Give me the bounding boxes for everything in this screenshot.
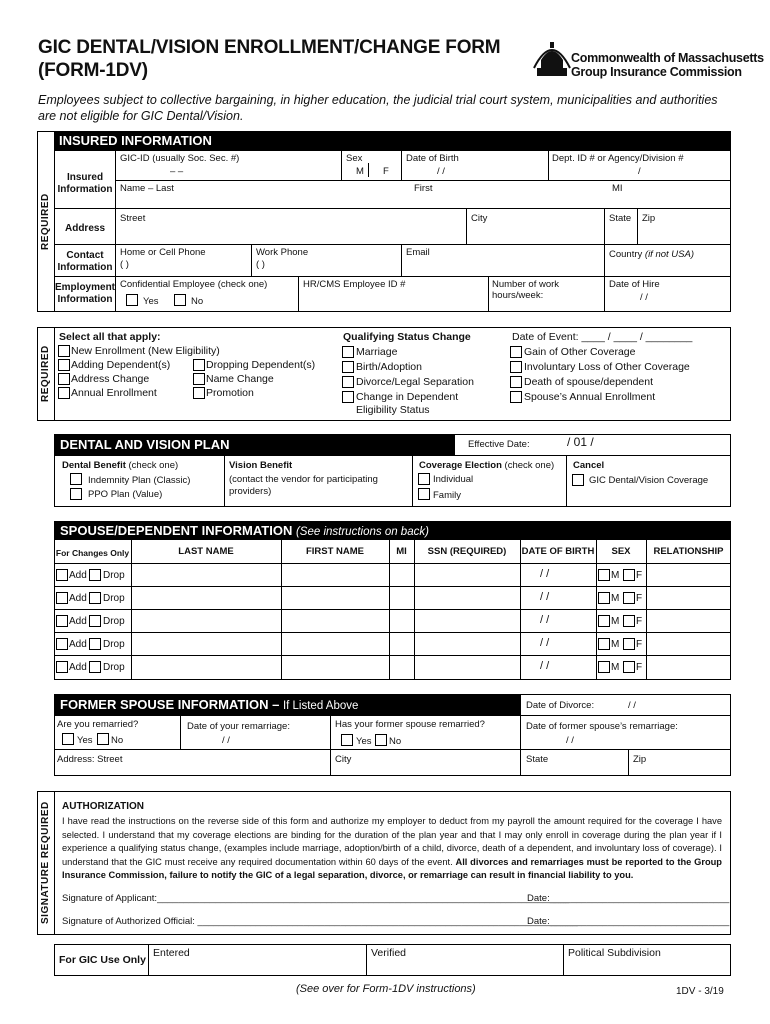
- add-label: Add: [69, 570, 87, 581]
- family-checkbox[interactable]: [418, 488, 430, 500]
- event-date-field[interactable]: Date of Event: ____ / ____ / ________: [512, 331, 693, 343]
- dependent-dob-field[interactable]: / /: [540, 568, 550, 580]
- former-yes-checkbox[interactable]: [341, 734, 353, 746]
- city-label: City: [471, 213, 488, 224]
- remarried-no-label: No: [111, 735, 124, 746]
- ppo-label: PPO Plan (Value): [88, 489, 163, 500]
- drop-checkbox[interactable]: [89, 661, 101, 673]
- promotion-label: Promotion: [206, 387, 254, 399]
- state-label: State: [609, 213, 632, 224]
- add-label: Add: [69, 616, 87, 627]
- sex-f-label: F: [636, 570, 643, 581]
- divorce-checkbox[interactable]: [342, 376, 354, 388]
- sex-m-checkbox[interactable]: [598, 592, 610, 604]
- work-phone-field[interactable]: ( ): [256, 259, 265, 270]
- sex-f-checkbox[interactable]: [623, 592, 635, 604]
- dependents-bar: SPOUSE/DEPENDENT INFORMATION (See instructions on back): [54, 522, 731, 540]
- col-changes-only: For Changes Only: [55, 548, 130, 558]
- sex-m[interactable]: M: [356, 166, 364, 177]
- add-label: Add: [69, 662, 87, 673]
- annual-enrollment-label: Annual Enrollment: [71, 387, 157, 399]
- hire-date-field[interactable]: / /: [640, 292, 648, 303]
- birth-adoption-checkbox[interactable]: [342, 361, 354, 373]
- address-change-label: Address Change: [71, 373, 150, 385]
- cancel-coverage-checkbox[interactable]: [572, 474, 584, 486]
- dependent-eligibility-label: Change in Dependent: [356, 391, 459, 403]
- add-label: Add: [69, 639, 87, 650]
- row-label-contact: Contact Information: [57, 250, 113, 273]
- drop-checkbox[interactable]: [89, 638, 101, 650]
- divorce-label: Divorce/Legal Separation: [356, 376, 474, 388]
- add-checkbox[interactable]: [56, 638, 68, 650]
- sex-f-checkbox[interactable]: [623, 569, 635, 581]
- former-yes-label: Yes: [356, 736, 372, 747]
- marriage-checkbox[interactable]: [342, 346, 354, 358]
- add-checkbox[interactable]: [56, 661, 68, 673]
- first-name-label: First: [414, 183, 433, 194]
- street-label: Street: [120, 213, 146, 224]
- country-label: Country (if not USA): [609, 249, 695, 260]
- last-name-label: Name – Last: [120, 183, 174, 194]
- entered-label: Entered: [153, 947, 190, 959]
- former-zip-label: Zip: [633, 754, 647, 765]
- cancel-heading: Cancel: [573, 460, 605, 471]
- dental-heading: Dental Benefit (check one): [62, 460, 179, 471]
- dropping-dependents-checkbox[interactable]: [193, 359, 205, 371]
- email-label: Email: [406, 247, 430, 258]
- remarried-label: Are you remarried?: [57, 719, 139, 730]
- former-remarriage-date-field[interactable]: / /: [566, 735, 574, 746]
- sex-label: Sex: [346, 153, 363, 164]
- drop-label: Drop: [103, 639, 125, 650]
- dependent-dob-field[interactable]: / /: [540, 637, 550, 649]
- sex-f-label: F: [636, 639, 643, 650]
- official-date-line[interactable]: Date:__________________________________: [527, 916, 730, 927]
- row-label-address: Address: [64, 223, 105, 234]
- hire-date-label: Date of Hire: [609, 279, 660, 290]
- divorce-date-field[interactable]: / /: [628, 700, 636, 711]
- col-relationship: RELATIONSHIP: [653, 546, 724, 557]
- footer-note: (See over for Form-1DV instructions): [296, 983, 476, 995]
- applicant-date-line[interactable]: Date:__________________________________: [527, 893, 730, 904]
- state-house-logo-icon: [533, 38, 571, 78]
- home-phone-label: Home or Cell Phone: [120, 247, 206, 258]
- former-address-label: Address: Street: [57, 754, 123, 765]
- sex-m-label: M: [611, 662, 620, 673]
- individual-checkbox[interactable]: [418, 473, 430, 485]
- drop-label: Drop: [103, 616, 125, 627]
- form-title: GIC DENTAL/VISION ENROLLMENT/CHANGE FORM (FORM-1DV): [38, 37, 501, 81]
- hr-id-label: HR/CMS Employee ID #: [303, 279, 406, 290]
- org-name: Commonwealth of Massachusetts Group Insurance Commission: [571, 51, 764, 79]
- col-ssn: SSN (REQUIRED): [427, 546, 507, 557]
- official-signature-line[interactable]: Signature of Authorized Official: ________________________________________________________________________: [62, 916, 578, 927]
- former-no-checkbox[interactable]: [375, 734, 387, 746]
- form-code: 1DV - 3/19: [676, 986, 724, 997]
- sex-m-checkbox[interactable]: [598, 638, 610, 650]
- eligibility-note: Employees subject to collective bargaining, in higher education, the judicial trial court system, municipalities and authorities are not eligible for GIC Dental/Vision.: [38, 93, 718, 123]
- sex-f-checkbox[interactable]: [623, 661, 635, 673]
- remarried-no-checkbox[interactable]: [97, 733, 109, 745]
- dept-label: Dept. ID # or Agency/Division #: [552, 153, 684, 164]
- qsc-heading: Qualifying Status Change: [343, 331, 471, 343]
- gain-coverage-checkbox[interactable]: [510, 346, 522, 358]
- cancel-coverage-label: GIC Dental/Vision Coverage: [589, 475, 709, 486]
- col-sex: SEX: [611, 546, 631, 557]
- spouse-annual-checkbox[interactable]: [510, 391, 522, 403]
- spouse-annual-label: Spouse’s Annual Enrollment: [524, 391, 656, 403]
- dependent-dob-field[interactable]: / /: [540, 614, 550, 626]
- gic-id-label: GIC-ID (usually Soc. Sec. #): [120, 153, 240, 164]
- dependent-eligibility-label-cont: Eligibility Status: [356, 404, 430, 416]
- row-label-employment: Employment Information: [55, 282, 116, 305]
- plan-bar: DENTAL AND VISION PLAN: [54, 435, 454, 455]
- loss-coverage-checkbox[interactable]: [510, 361, 522, 373]
- divorce-date-label: Date of Divorce:: [526, 700, 595, 711]
- sex-m-checkbox[interactable]: [598, 569, 610, 581]
- select-heading: Select all that apply:: [59, 331, 161, 343]
- drop-checkbox[interactable]: [89, 592, 101, 604]
- sex-m-label: M: [611, 616, 620, 627]
- vision-note: (contact the vendor for participating providers): [229, 474, 378, 497]
- sex-f-label: F: [636, 662, 643, 673]
- indemnity-label: Indemnity Plan (Classic): [88, 475, 191, 486]
- former-city-label: City: [335, 754, 352, 765]
- authorization-heading: AUTHORIZATION: [62, 801, 145, 812]
- col-dob: DATE OF BIRTH: [521, 546, 595, 557]
- dept-field[interactable]: /: [638, 166, 641, 177]
- former-spouse-bar: FORMER SPOUSE INFORMATION – If Listed Above: [54, 695, 520, 715]
- add-label: Add: [69, 593, 87, 604]
- remarriage-date-field[interactable]: / /: [222, 735, 230, 746]
- sex-f-label: F: [636, 593, 643, 604]
- confidential-label: Confidential Employee (check one): [120, 279, 268, 290]
- new-enrollment-checkbox[interactable]: [58, 345, 70, 357]
- address-change-checkbox[interactable]: [58, 373, 70, 385]
- ppo-checkbox[interactable]: [70, 488, 82, 500]
- home-phone-field[interactable]: ( ): [120, 259, 129, 270]
- work-phone-label: Work Phone: [256, 247, 309, 258]
- sex-f[interactable]: F: [383, 166, 389, 177]
- birth-adoption-label: Birth/Adoption: [356, 361, 422, 373]
- insured-bar: INSURED INFORMATION: [54, 132, 731, 151]
- former-remarriage-date-label: Date of former spouse’s remarriage:: [526, 721, 678, 732]
- death-label: Death of spouse/dependent: [524, 376, 654, 388]
- promotion-checkbox[interactable]: [193, 387, 205, 399]
- sex-m-checkbox[interactable]: [598, 615, 610, 627]
- new-enrollment-label: New Enrollment (New Eligibility): [71, 345, 220, 357]
- remarried-yes-checkbox[interactable]: [62, 733, 74, 745]
- effective-date-label: Effective Date:: [468, 439, 530, 450]
- sex-f-label: F: [636, 616, 643, 627]
- remarriage-date-label: Date of your remarriage:: [187, 721, 290, 732]
- dob-field[interactable]: / /: [437, 166, 445, 177]
- dob-label: Date of Birth: [406, 153, 459, 164]
- sex-m-checkbox[interactable]: [598, 661, 610, 673]
- drop-label: Drop: [103, 593, 125, 604]
- sex-f-checkbox[interactable]: [623, 615, 635, 627]
- col-last-name: LAST NAME: [178, 546, 234, 557]
- sex-m-label: M: [611, 639, 620, 650]
- add-checkbox[interactable]: [56, 569, 68, 581]
- coverage-heading: Coverage Election (check one): [419, 460, 555, 471]
- required-label: REQUIRED: [40, 193, 51, 250]
- col-mi: MI: [396, 546, 407, 557]
- dependent-dob-field[interactable]: / /: [540, 591, 550, 603]
- signature-required-label: SIGNATURE REQUIRED: [40, 801, 51, 925]
- loss-coverage-label: Involuntary Loss of Other Coverage: [524, 361, 690, 373]
- indemnity-checkbox[interactable]: [70, 473, 82, 485]
- sex-m-label: M: [611, 570, 620, 581]
- required-label-2: REQUIRED: [40, 345, 51, 403]
- dependent-eligibility-checkbox[interactable]: [342, 391, 354, 403]
- confidential-yes-label: Yes: [143, 296, 159, 307]
- annual-enrollment-checkbox[interactable]: [58, 387, 70, 399]
- applicant-signature-line[interactable]: Signature of Applicant:______________________________________________________________________________: [62, 893, 570, 904]
- gic-id-field[interactable]: – –: [170, 166, 184, 177]
- work-hours-label: Number of work hours/week:: [492, 279, 560, 301]
- drop-label: Drop: [103, 570, 125, 581]
- effective-date-field[interactable]: / 01 /: [567, 435, 594, 449]
- sex-f-checkbox[interactable]: [623, 638, 635, 650]
- verified-label: Verified: [371, 947, 407, 959]
- drop-label: Drop: [103, 662, 125, 673]
- confidential-yes-checkbox[interactable]: [126, 294, 138, 306]
- confidential-no-checkbox[interactable]: [174, 294, 186, 306]
- adding-dependents-checkbox[interactable]: [58, 359, 70, 371]
- former-state-label: State: [526, 754, 549, 765]
- marriage-label: Marriage: [356, 346, 398, 358]
- name-change-label: Name Change: [206, 373, 274, 385]
- authorization-text: I have read the instructions on the reverse side of this form and authorize my employer to deduct from my payroll the amount required for the coverage I have selected. I understand that my coverage elections are binding for the duration of the plan year and that I may only enroll in coverage during the plan year if I experience a qualifying status change, (examples include marriage, adoption/birth of a child, divorce, death of a dependent, and involuntary loss of coverage). I understand that the GIC must receive any required documentation within 60 days of the event. All divorces and remarriages must be reported to the Group Insurance Commission, failure to notify the GIC of a legal separation, divorce, or remarriage can result in financial liability to you.: [62, 816, 722, 880]
- mi-label: MI: [612, 183, 623, 194]
- sex-m-label: M: [611, 593, 620, 604]
- political-subdivision-label: Political Subdivision: [568, 947, 661, 959]
- col-first-name: FIRST NAME: [305, 546, 365, 557]
- add-checkbox[interactable]: [56, 592, 68, 604]
- drop-checkbox[interactable]: [89, 615, 101, 627]
- dependent-dob-field[interactable]: / /: [540, 660, 550, 672]
- dropping-dependents-label: Dropping Dependent(s): [206, 359, 316, 371]
- gic-use-label: For GIC Use Only: [59, 954, 146, 966]
- former-no-label: No: [389, 736, 402, 747]
- former-remarried-label: Has your former spouse remarried?: [335, 719, 485, 730]
- add-checkbox[interactable]: [56, 615, 68, 627]
- individual-label: Individual: [433, 474, 474, 485]
- gain-coverage-label: Gain of Other Coverage: [524, 346, 636, 358]
- adding-dependents-label: Adding Dependent(s): [71, 359, 171, 371]
- remarried-yes-label: Yes: [77, 735, 93, 746]
- zip-label: Zip: [642, 213, 656, 224]
- death-checkbox[interactable]: [510, 376, 522, 388]
- name-change-checkbox[interactable]: [193, 373, 205, 385]
- vision-heading: Vision Benefit: [229, 460, 293, 471]
- drop-checkbox[interactable]: [89, 569, 101, 581]
- row-label-insured: Insured Information: [57, 172, 113, 195]
- family-label: Family: [433, 490, 461, 501]
- confidential-no-label: No: [191, 296, 204, 307]
